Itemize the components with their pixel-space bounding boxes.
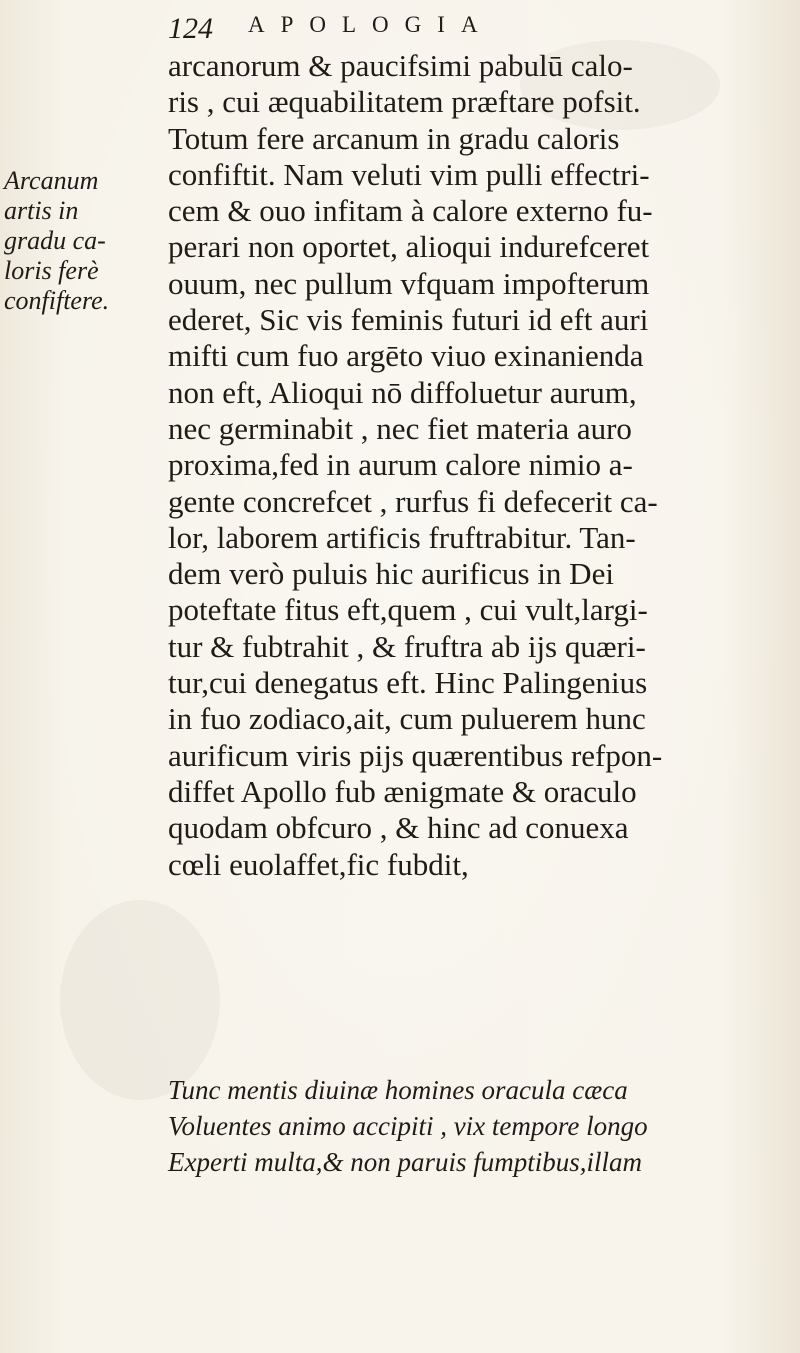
text-line: Totum fere arcanum in gradu caloris: [168, 120, 620, 156]
text-line: mifti cum fuo argēto viuo exinanienda: [168, 338, 644, 374]
text-line: dem verò puluis hic aurificus in Dei: [168, 556, 614, 592]
marginal-note-line: Arcanum: [4, 166, 99, 195]
text-line: nec germinabit , nec fiet materia auro: [168, 410, 632, 446]
body-text: [168, 48, 800, 883]
text-line: lor, laborem artificis fruftrabitur. Tan-: [168, 519, 636, 555]
text-line: tur & fubtrahit , & fruftra ab ijs quæri-: [168, 628, 646, 664]
text-line: gente concrefcet , rurfus fi defecerit ca-: [168, 483, 658, 519]
marginal-note-line: gradu ca-: [4, 226, 106, 255]
marginal-note-line: artis in: [4, 196, 79, 225]
text-line: ederet, Sic vis feminis futuri id eft auri: [168, 302, 649, 338]
text-line: confiftit. Nam veluti vim pulli effectri-: [168, 156, 650, 192]
text-line: in fuo zodiaco,ait, cum puluerem hunc: [168, 701, 646, 737]
marginal-note-line: confiftere.: [4, 286, 110, 315]
marginal-note: [0, 166, 172, 316]
page-number: 124: [168, 12, 213, 45]
text-line: aurificum viris pijs quærentibus refpon-: [168, 737, 663, 773]
marginal-note-line: loris ferè: [4, 256, 99, 285]
text-line: cem & ouo infitam à calore externo fu-: [168, 193, 653, 229]
verse-quotation: [168, 1072, 800, 1180]
text-line: quodam obfcuro , & hinc ad conuexa: [168, 810, 629, 846]
text-line: ris , cui æquabilitatem præftare pofsit.: [168, 84, 641, 120]
text-line: cœli euolaffet,fic fubdit,: [168, 846, 469, 882]
text-line: proxima,fed in aurum calore nimio a-: [168, 447, 633, 483]
verse-line: Voluentes animo accipiti , vix tempore longo: [168, 1111, 648, 1141]
text-line: perari non oportet, alioqui indurefceret: [168, 229, 650, 265]
text-line: poteftate fitus eft,quem , cui vult,largi-: [168, 592, 648, 628]
page-header: [168, 10, 668, 50]
text-line: arcanorum & paucifsimi pabulū calo-: [168, 48, 633, 83]
verse-line: Experti multa,& non paruis fumptibus,illam: [168, 1147, 643, 1177]
running-head: APOLOGIA: [248, 12, 494, 37]
text-line: diffet Apollo fub ænigmate & oraculo: [168, 773, 637, 809]
paper-stain: [60, 900, 220, 1100]
text-line: non eft, Alioqui nō diffoluetur aurum,: [168, 374, 637, 410]
text-line: tur,cui denegatus eft. Hinc Palingenius: [168, 665, 648, 701]
verse-line: Tunc mentis diuinæ homines oracula cæca: [168, 1075, 628, 1105]
text-line: ouum, nec pullum vfquam impofterum: [168, 265, 650, 301]
